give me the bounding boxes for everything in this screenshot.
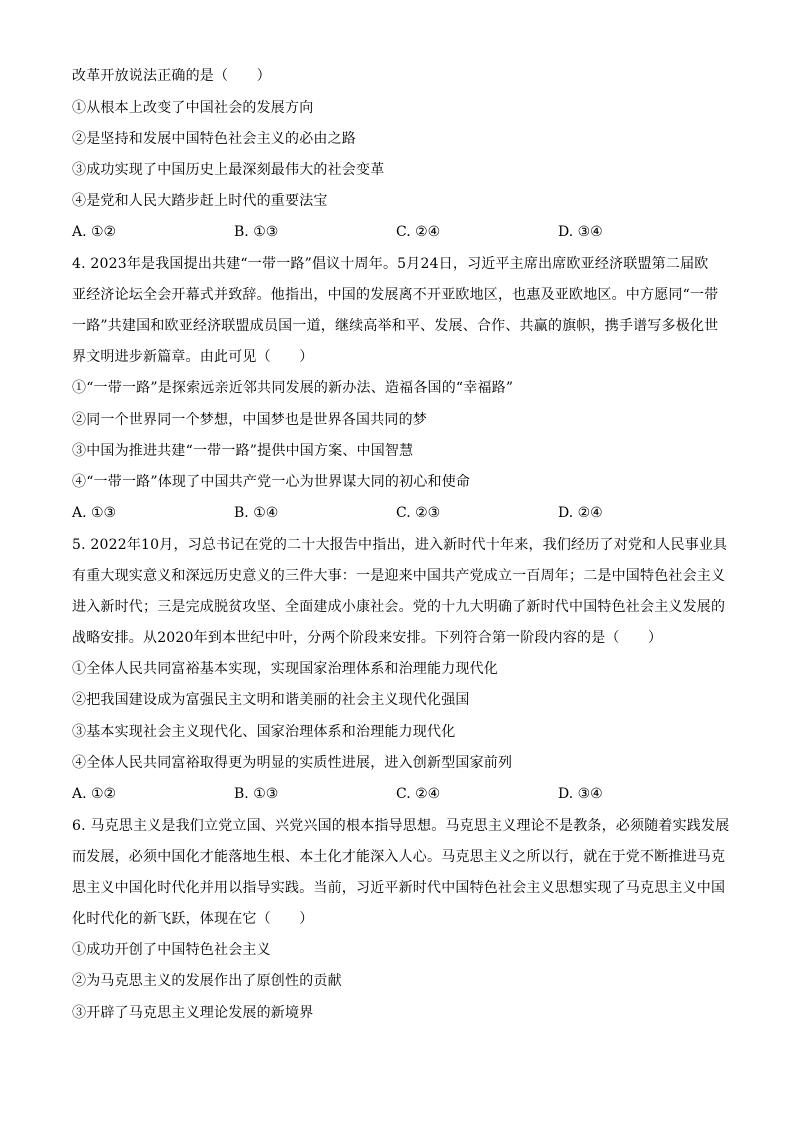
q3-statement-2: ②是坚持和发展中国特色社会主义的必由之路 <box>72 131 356 147</box>
q3-options <box>72 222 732 242</box>
q5-option-c[interactable]: C. ②④ <box>396 786 441 802</box>
q5-stem-line-2: 有重大现实意义和深远历史意义的三件大事：一是迎来中国共产党成立一百周年；二是中国特色社会主义 <box>72 568 726 584</box>
q5-stem-line-1: 5. 2022年10月，习总书记在党的二十大报告中指出，进入新时代十年来，我们经历了对党和人民事业具 <box>72 537 728 553</box>
q5-option-a[interactable]: A. ①② <box>72 786 117 802</box>
q3-stem-tail: 改革开放说法正确的是（ ） <box>72 68 271 84</box>
q6-statement-3: ③开辟了马克思主义理论发展的新境界 <box>72 1005 314 1021</box>
q3-option-a[interactable]: A. ①② <box>72 224 117 240</box>
q5-option-d[interactable]: D. ③④ <box>558 786 603 802</box>
q4-statement-4: ④“一带一路”体现了中国共产党一心为世界谋大同的初心和使命 <box>72 474 471 490</box>
q5-statement-4: ④全体人民共同富裕取得更为明显的实质性进展，进入创新型国家前列 <box>72 755 513 771</box>
q3-statement-3: ③成功实现了中国历史上最深刻最伟大的社会变革 <box>72 162 385 178</box>
q4-stem-line-4: 界文明进步新篇章。由此可见（ ） <box>72 349 314 365</box>
q6-statement-2: ②为马克思主义的发展作出了原创性的贡献 <box>72 973 342 989</box>
q4-stem-line-2: 亚经济论坛全会开幕式并致辞。他指出，中国的发展离不开亚欧地区，也惠及亚欧地区。中方愿同“一带 <box>72 287 719 303</box>
q5-statement-2: ②把我国建设成为富强民主文明和谐美丽的社会主义现代化强国 <box>72 692 470 708</box>
q6-stem-line-1: 6. 马克思主义是我们立党立国、兴党兴国的根本指导思想。马克思主义理论不是教条，必须随着实践发展 <box>72 818 730 834</box>
q4-option-b[interactable]: B. ①④ <box>234 505 279 521</box>
q4-option-a[interactable]: A. ①③ <box>72 505 117 521</box>
q4-statement-2: ②同一个世界同一个梦想，中国梦也是世界各国共同的梦 <box>72 412 427 428</box>
q4-statement-1: ①“一带一路”是探索远亲近邻共同发展的新办法、造福各国的“幸福路” <box>72 380 514 396</box>
q4-statement-3: ③中国为推进共建“一带一路”提供中国方案、中国智慧 <box>72 443 414 459</box>
q3-option-b[interactable]: B. ①③ <box>234 224 279 240</box>
q4-option-c[interactable]: C. ②③ <box>396 505 441 521</box>
q5-stem-line-3: 进入新时代；三是完成脱贫攻坚、全面建成小康社会。党的十九大明确了新时代中国特色社会主义发展的 <box>72 599 726 615</box>
q6-stem-line-4: 化时代化的新飞跃，体现在它（ ） <box>72 911 314 927</box>
q5-options <box>72 784 732 804</box>
q5-statement-1: ①全体人民共同富裕基本实现，实现国家治理体系和治理能力现代化 <box>72 661 498 677</box>
q6-stem-line-2: 而发展，必须中国化才能落地生根、本土化才能深入人心。马克思主义之所以行，就在于党不断推进马克 <box>72 849 726 865</box>
q3-option-d[interactable]: D. ③④ <box>558 224 603 240</box>
q3-statement-1: ①从根本上改变了中国社会的发展方向 <box>72 100 314 116</box>
q5-option-b[interactable]: B. ①③ <box>234 786 279 802</box>
q3-statement-4: ④是党和人民大踏步赶上时代的重要法宝 <box>72 193 328 209</box>
q4-option-d[interactable]: D. ②④ <box>558 505 603 521</box>
q4-options <box>72 503 732 523</box>
q5-stem-line-4: 战略安排。从2020年到本世纪中叶，分两个阶段来安排。下列符合第一阶段内容的是（ ） <box>72 630 663 646</box>
q3-option-c[interactable]: C. ②④ <box>396 224 441 240</box>
q5-statement-3: ③基本实现社会主义现代化、国家治理体系和治理能力现代化 <box>72 724 456 740</box>
q4-stem-line-3: 一路”共建国和欧亚经济联盟成员国一道，继续高举和平、发展、合作、共赢的旗帜，携手谱写多极化世 <box>72 318 719 334</box>
q6-statement-1: ①成功开创了中国特色社会主义 <box>72 942 271 958</box>
q6-stem-line-3: 思主义中国化时代化并用以指导实践。当前，习近平新时代中国特色社会主义思想实现了马克思主义中国 <box>72 880 726 896</box>
q4-stem-line-1: 4. 2023年是我国提出共建“一带一路”倡议十周年。5月24日，习近平主席出席欧亚经济联盟第二届欧 <box>72 256 709 272</box>
